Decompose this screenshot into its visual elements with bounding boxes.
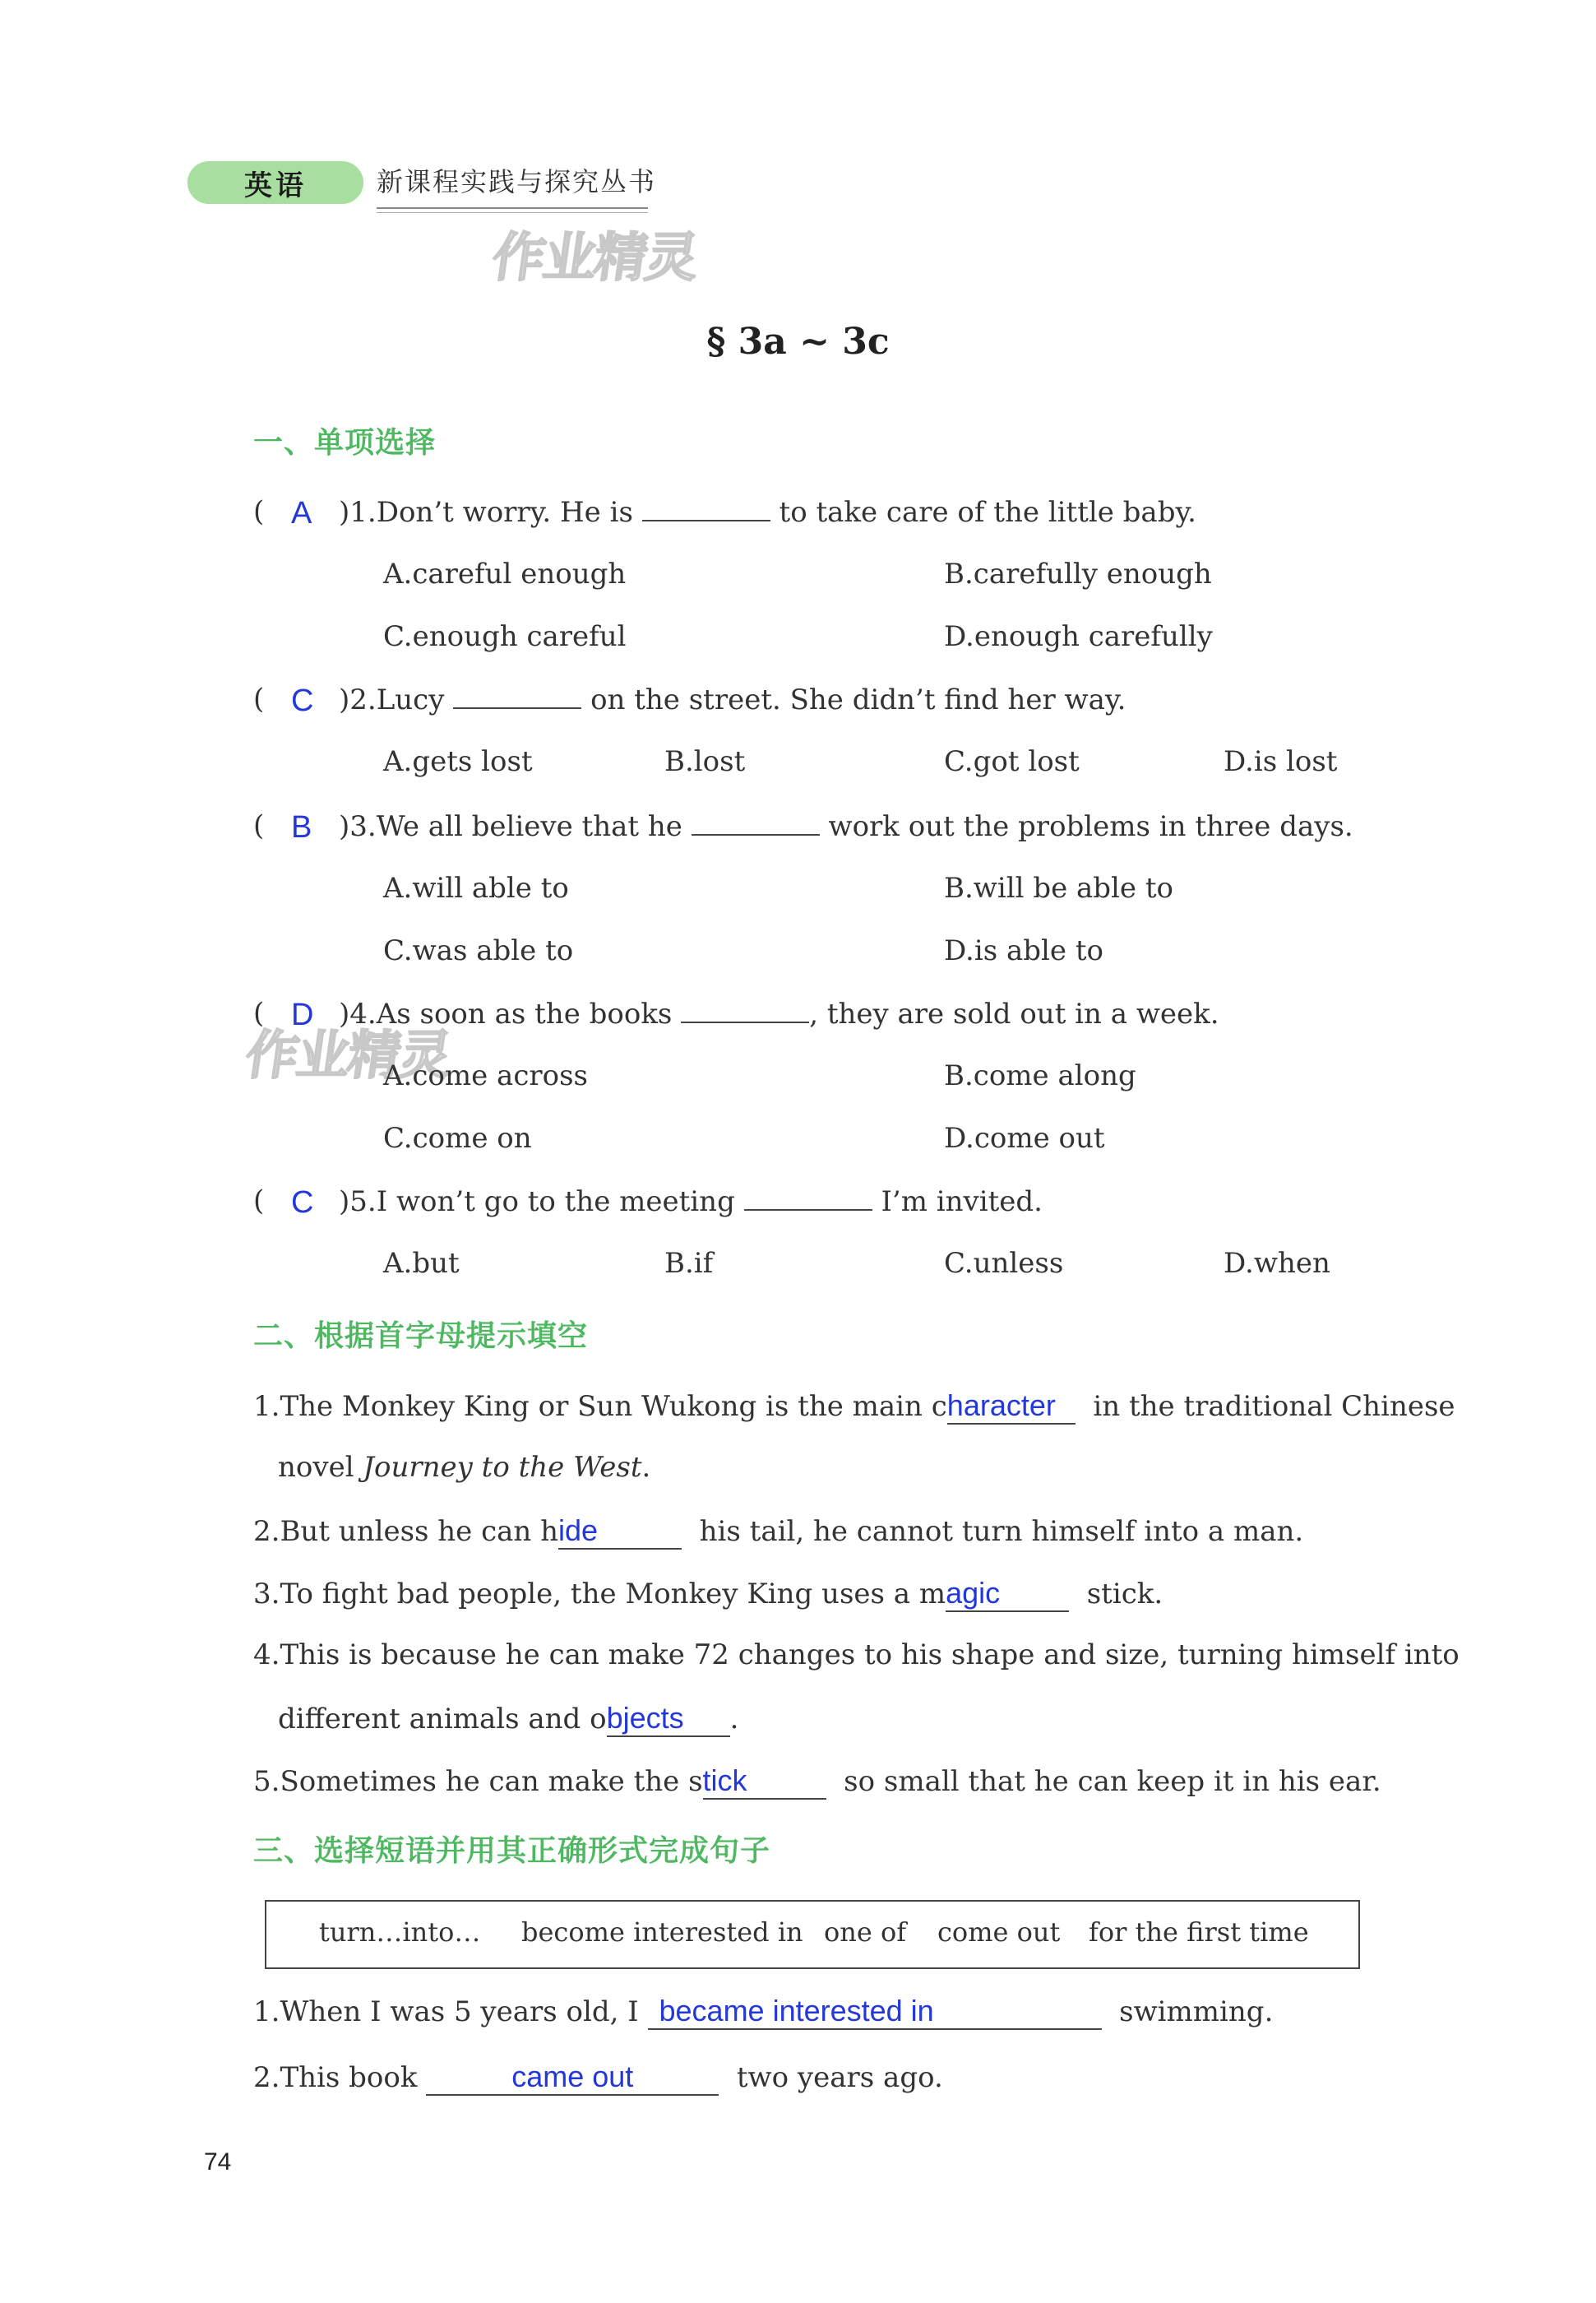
header-rule bbox=[377, 207, 648, 209]
phrase-2: become interested in bbox=[521, 1916, 803, 1948]
paren-open: ( bbox=[253, 683, 265, 716]
option-5a: A.but bbox=[383, 1247, 460, 1280]
paren-open: ( bbox=[253, 997, 265, 1030]
answer-4: D bbox=[291, 998, 314, 1032]
question-1: )1.Don’t worry. He is to take care of the little baby. bbox=[339, 496, 1196, 529]
answer-3: B bbox=[291, 810, 312, 845]
answer-5: C bbox=[291, 1185, 314, 1220]
option-1c: C.enough careful bbox=[383, 620, 627, 653]
option-1b: B.carefully enough bbox=[944, 558, 1212, 591]
option-4a: A.come across bbox=[383, 1059, 588, 1092]
phrase-item-1: 1.When I was 5 years old, I became interested in swimming. bbox=[253, 1994, 1274, 2028]
subject-badge: 英语 bbox=[187, 161, 363, 204]
section1-heading: 一、单项选择 bbox=[253, 426, 437, 460]
phrase-4: come out bbox=[937, 1916, 1061, 1948]
option-3a: A.will able to bbox=[383, 872, 569, 905]
option-3d: D.is able to bbox=[944, 934, 1103, 967]
paren-open: ( bbox=[253, 809, 265, 842]
phrase-1: turn…into… bbox=[319, 1916, 481, 1948]
option-4b: B.come along bbox=[944, 1059, 1136, 1092]
phrase-item-2: 2.This book came out two years ago. bbox=[253, 2060, 943, 2094]
option-3c: C.was able to bbox=[383, 934, 574, 967]
fill-item-2: 2.But unless he can hide his tail, he cannot turn himself into a man. bbox=[253, 1513, 1304, 1548]
section2-heading: 二、根据首字母提示填空 bbox=[253, 1319, 589, 1353]
fill-item-1-line2: novel Journey to the West. bbox=[278, 1451, 651, 1484]
phrase-3: one of bbox=[824, 1916, 907, 1948]
watermark-top: 作业精灵 bbox=[488, 228, 701, 289]
paren-open: ( bbox=[253, 495, 265, 528]
option-2d: D.is lost bbox=[1224, 745, 1338, 778]
option-2b: B.lost bbox=[664, 745, 746, 778]
fill-item-5: 5.Sometimes he can make the stick so small that he can keep it in his ear. bbox=[253, 1763, 1381, 1798]
phrase-5: for the first time bbox=[1089, 1916, 1309, 1948]
page-title: § 3a ~ 3c bbox=[706, 321, 890, 363]
fill-item-1: 1.The Monkey King or Sun Wukong is the main character in the traditional Chinese bbox=[253, 1388, 1455, 1423]
option-2a: A.gets lost bbox=[383, 745, 533, 778]
option-4c: C.come on bbox=[383, 1122, 532, 1155]
option-5b: B.if bbox=[664, 1247, 714, 1280]
page-number: 74 bbox=[204, 2148, 232, 2176]
fill-item-4: 4.This is because he can make 72 changes to his shape and size, turning himself into bbox=[253, 1638, 1460, 1671]
header-rule-thin bbox=[377, 212, 648, 213]
question-3: )3.We all believe that he work out the problems in three days. bbox=[339, 810, 1353, 843]
paren-open: ( bbox=[253, 1184, 265, 1217]
option-5d: D.when bbox=[1224, 1247, 1330, 1280]
question-5: )5.I won’t go to the meeting I’m invited. bbox=[339, 1185, 1043, 1218]
option-4d: D.come out bbox=[944, 1122, 1105, 1155]
section3-heading: 三、选择短语并用其正确形式完成句子 bbox=[253, 1834, 771, 1868]
series-title: 新课程实践与探究丛书 bbox=[377, 166, 657, 197]
watermark-middle: 作业精灵 bbox=[241, 1026, 455, 1087]
option-3b: B.will be able to bbox=[944, 872, 1173, 905]
answer-2: C bbox=[291, 683, 314, 718]
option-2c: C.got lost bbox=[944, 745, 1080, 778]
option-1d: D.enough carefully bbox=[944, 620, 1213, 653]
fill-item-3: 3.To fight bad people, the Monkey King uses a magic stick. bbox=[253, 1576, 1163, 1610]
option-1a: A.careful enough bbox=[383, 558, 627, 591]
option-5c: C.unless bbox=[944, 1247, 1064, 1280]
question-4: )4.As soon as the books , they are sold out in a week. bbox=[339, 998, 1219, 1031]
question-2: )2.Lucy on the street. She didn’t find her way. bbox=[339, 683, 1126, 716]
fill-item-4-line2: different animals and objects . bbox=[278, 1701, 739, 1735]
answer-1: A bbox=[291, 496, 312, 531]
